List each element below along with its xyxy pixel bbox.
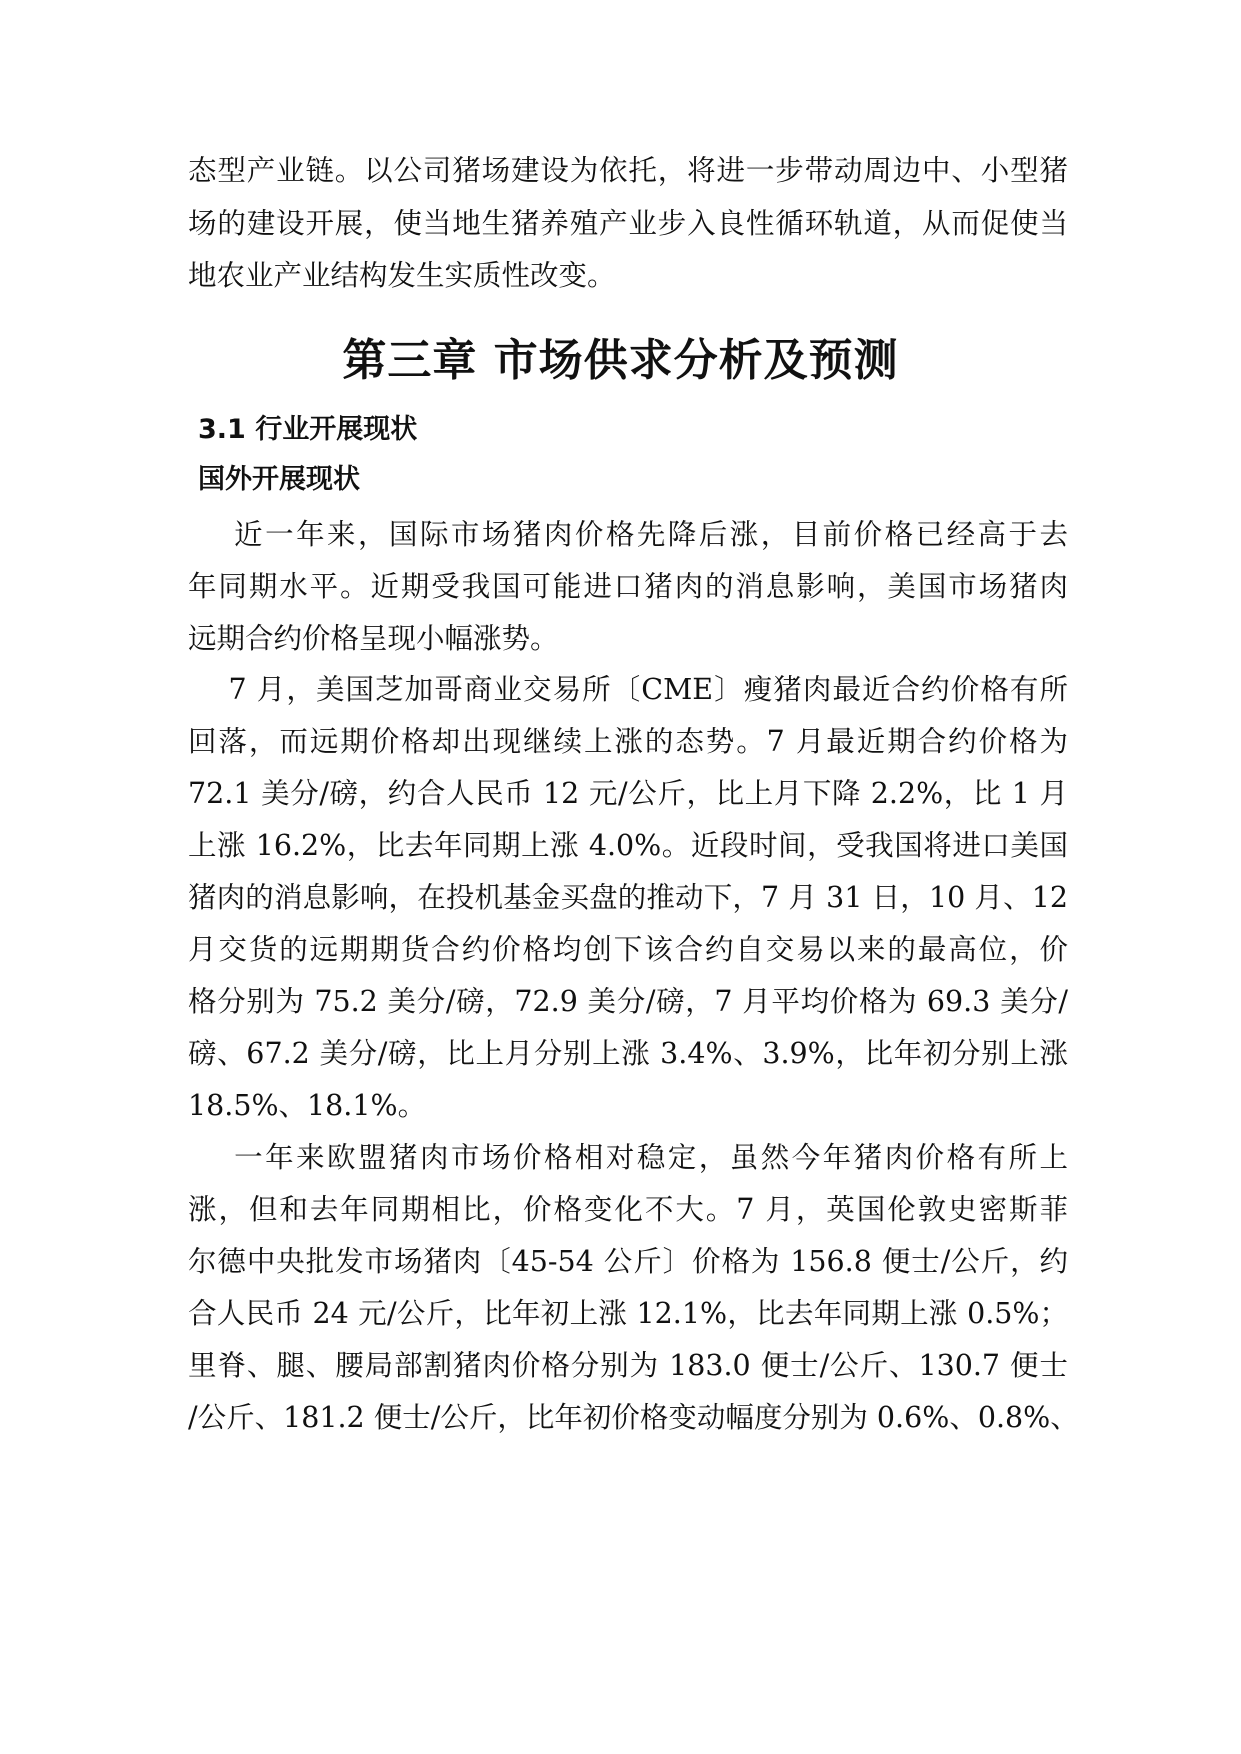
intro-line-1: 态型产业链。以公司猪场建设为依托，将进一步带动周边中、小型猪 xyxy=(188,154,1068,187)
paragraph2-line-9: 18.5%、18.1%。 xyxy=(188,1089,427,1122)
subsection-heading: 国外开展现状 xyxy=(198,464,360,495)
paragraph3-line-1: 一年来欧盟猪肉市场价格相对稳定，虽然今年猪肉价格有所上 xyxy=(188,1141,1068,1174)
paragraph3-line-6: /公斤、181.2 便士/公斤，比年初价格变动幅度分别为 0.6%、0.8%、 xyxy=(188,1401,1079,1434)
paragraph1-line-2: 年同期水平。近期受我国可能进口猪肉的消息影响，美国市场猪肉 xyxy=(188,570,1068,603)
paragraph2-line-2: 回落，而远期价格却出现继续上涨的态势。7 月最近期合约价格为 xyxy=(188,725,1068,758)
paragraph3-line-4: 合人民币 24 元/公斤，比年初上涨 12.1%，比去年同期上涨 0.5%； xyxy=(188,1297,1068,1330)
paragraph3-line-2: 涨，但和去年同期相比，价格变化不大。7 月，英国伦敦史密斯菲 xyxy=(188,1193,1068,1226)
chapter-title: 第三章 市场供求分析及预测 xyxy=(342,335,899,386)
paragraph2-line-3: 72.1 美分/磅，约合人民币 12 元/公斤，比上月下降 2.2%，比 1 月 xyxy=(188,777,1068,810)
paragraph1-line-3: 远期合约价格呈现小幅涨势。 xyxy=(188,622,559,655)
paragraph2-line-6: 月交货的远期期货合约价格均创下该合约自交易以来的最高位，价 xyxy=(188,933,1068,966)
paragraph2-line-8: 磅、67.2 美分/磅，比上月分别上涨 3.4%、3.9%，比年初分别上涨 xyxy=(188,1037,1068,1070)
paragraph3-line-5: 里脊、腿、腰局部割猪肉价格分别为 183.0 便士/公斤、130.7 便士 xyxy=(188,1349,1068,1382)
intro-line-3: 地农业产业结构发生实质性改变。 xyxy=(188,259,616,292)
paragraph1-line-1: 近一年来，国际市场猪肉价格先降后涨，目前价格已经高于去 xyxy=(188,518,1068,551)
paragraph2-line-1: 7 月，美国芝加哥商业交易所〔CME〕瘦猪肉最近合约价格有所 xyxy=(188,673,1068,706)
paragraph2-line-5: 猪肉的消息影响，在投机基金买盘的推动下，7 月 31 日，10 月、12 xyxy=(188,881,1068,914)
paragraph2-line-7: 格分别为 75.2 美分/磅，72.9 美分/磅，7 月平均价格为 69.3 美分/ xyxy=(188,985,1068,1018)
paragraph2-line-4: 上涨 16.2%，比去年同期上涨 4.0%。近段时间，受我国将进口美国 xyxy=(188,829,1068,862)
paragraph3-line-3: 尔德中央批发市场猪肉〔45-54 公斤〕价格为 156.8 便士/公斤，约 xyxy=(188,1245,1068,1278)
intro-line-2: 场的建设开展，使当地生猪养殖产业步入良性循环轨道，从而促使当 xyxy=(188,207,1068,240)
section-heading: 3.1 行业开展现状 xyxy=(198,414,418,445)
